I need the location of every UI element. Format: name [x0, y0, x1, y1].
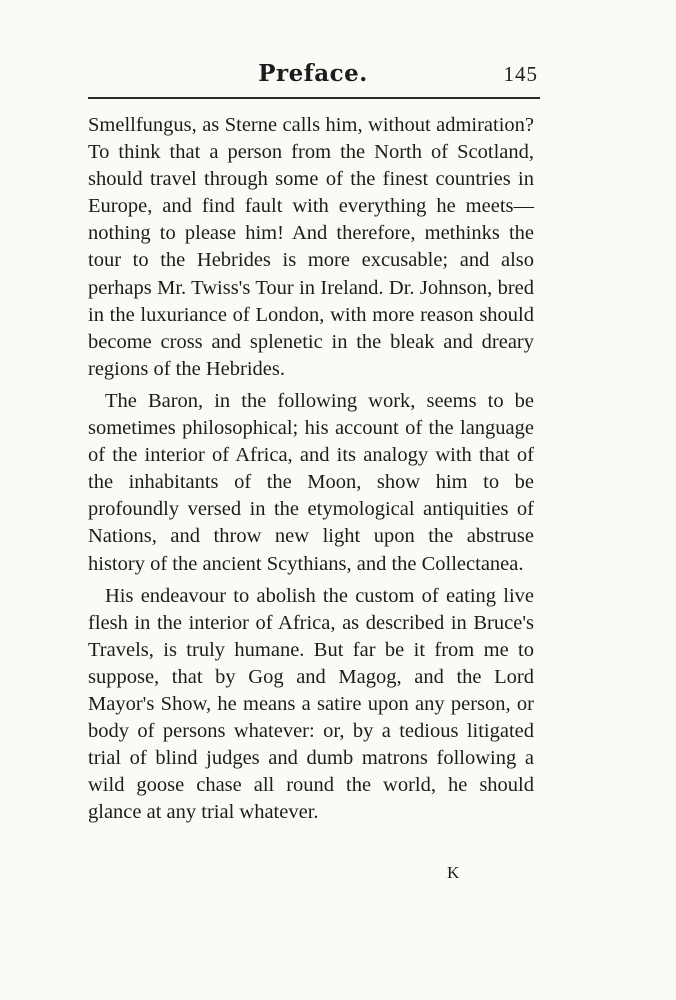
running-title: Preface. — [258, 60, 368, 87]
signature-mark: K — [447, 863, 461, 882]
paragraph: The Baron, in the following work, seems to be sometimes philosophical; his account of the language of the interior of Africa, and its analogy with that of the inhabitants of the Moon, show him to be profoundly versed in the etymological antiquities of Nations, and throw new light upon the abstruse history of the ancient Scythians, and the Collectanea. — [88, 389, 534, 575]
paragraph: His endeavour to abolish the custom of eating live flesh in the interior of Africa, as described in Bruce's Travels, is truly humane. But far be it from me to suppose, that by Gog and Magog, and the Lord Mayor's Show, he means a satire upon any person, or body of persons whatever: or, by a tedious litigated trial of blind judges and dumb matrons following a wild goose chase all round the world, he should glance at any trial whatever. — [88, 584, 534, 824]
body-text — [88, 112, 534, 826]
header-rule — [88, 97, 540, 99]
paragraph: Smellfungus, as Sterne calls him, without admiration? To think that a person from the North of Scotland, should travel through some of the finest countries in Europe, and find fault with everything he meets—nothing to please him! And therefore, methinks the tour to the Hebrides is more excusable; and also perhaps Mr. Twiss's Tour in Ireland. Dr. Johnson, bred in the luxuriance of London, with more reason should become cross and splenetic in the bleak and dreary regions of the Hebrides. — [88, 114, 534, 380]
page-header — [88, 60, 538, 94]
page-number: 145 — [503, 62, 538, 86]
